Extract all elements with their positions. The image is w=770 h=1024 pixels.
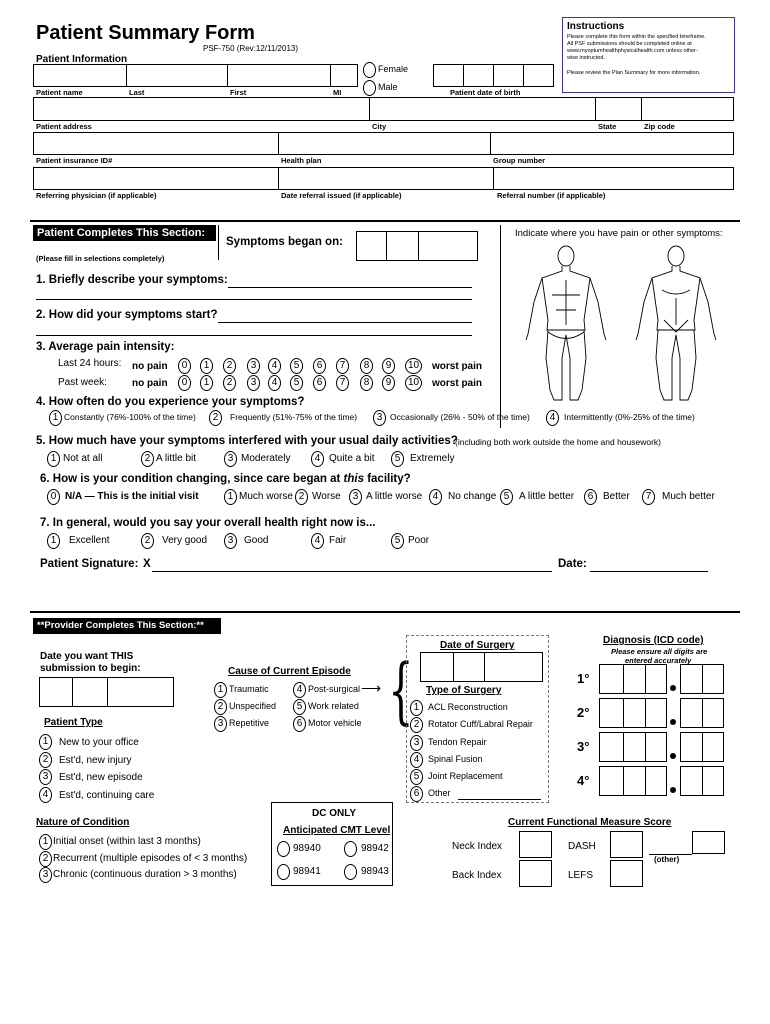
q6-option-6-radio[interactable]: 6 <box>584 489 597 505</box>
patient-type-1-label: New to your office <box>59 737 139 748</box>
diagnosis-title: Diagnosis (ICD code) <box>603 635 704 646</box>
instructions-line4: wise instructed. <box>567 55 605 61</box>
group-number-label: Group number <box>493 156 546 165</box>
last24-pain-7-radio[interactable]: 7 <box>336 358 349 374</box>
pastweek-pain-3-radio[interactable]: 3 <box>247 375 260 391</box>
diagnosis-divider <box>702 732 703 762</box>
neck-index-field[interactable] <box>519 831 552 858</box>
q4-option-4-label: Intermittently (0%-25% of the time) <box>564 412 695 422</box>
submission-label: submission to begin: <box>40 663 141 674</box>
date-referral-label: Date referral issued (if applicable) <box>281 191 402 200</box>
pastweek-worst-pain: worst pain <box>432 378 483 389</box>
q5-option-3-radio[interactable]: 3 <box>224 451 237 467</box>
last24-pain-5-radio[interactable]: 5 <box>290 358 303 374</box>
q6-option-3-label: A little worse <box>366 491 423 502</box>
type-surgery-title: Type of Surgery <box>426 685 502 696</box>
instructions-line3: www.myoptumhealthphysicalhealth.com unless other- <box>567 48 698 54</box>
surgery-other-line[interactable] <box>458 799 541 800</box>
form-title: Patient Summary Form <box>36 22 255 44</box>
q6-option-7-label: Much better <box>662 491 715 502</box>
cmt-title: Anticipated CMT Level <box>283 825 391 836</box>
date-label: Date: <box>558 558 587 570</box>
diagnosis-divider <box>623 698 624 728</box>
cmt-98942-radio[interactable] <box>344 841 357 857</box>
decimal-dot <box>670 753 676 759</box>
surgery-4-label: Spinal Fusion <box>428 754 483 764</box>
last24-pain-0-radio[interactable]: 0 <box>178 358 191 374</box>
surgery-1-radio[interactable]: 1 <box>410 700 423 716</box>
patient-type-3-label: Est'd, new episode <box>59 772 143 783</box>
q5-option-4-label: Quite a bit <box>329 453 375 464</box>
q7-option-2-radio[interactable]: 2 <box>141 533 154 549</box>
q7-option-3-radio[interactable]: 3 <box>224 533 237 549</box>
surgery-6-label: Other <box>428 788 451 798</box>
cmt-98941-radio[interactable] <box>277 864 290 880</box>
nature-2-radio[interactable]: 2 <box>39 851 52 867</box>
address-label: Patient address <box>36 122 92 131</box>
pastweek-pain-10-radio[interactable]: 10 <box>405 375 422 391</box>
diagnosis-divider <box>702 664 703 694</box>
q6-option-4-radio[interactable]: 4 <box>429 489 442 505</box>
pastweek-pain-4-radio[interactable]: 4 <box>268 375 281 391</box>
address-field[interactable] <box>33 97 734 121</box>
q7-option-1-radio[interactable]: 1 <box>47 533 60 549</box>
signature-line[interactable] <box>152 571 552 572</box>
date-line[interactable] <box>590 571 708 572</box>
provider-section-header: **Provider Completes This Section:** <box>33 618 221 634</box>
first-label: First <box>230 88 247 97</box>
surgery-1-label: ACL Reconstruction <box>428 702 508 712</box>
pastweek-no-pain: no pain <box>132 378 168 389</box>
diagnosis-divider <box>623 664 624 694</box>
female-label: Female <box>378 64 409 74</box>
diagnosis-4-label: 4° <box>577 773 590 788</box>
pastweek-pain-2-radio[interactable]: 2 <box>223 375 236 391</box>
instructions-title: Instructions <box>567 21 625 32</box>
lefs-field[interactable] <box>610 860 643 887</box>
q5-note: (including both work outside the home and housework) <box>455 437 662 447</box>
cause-2-label: Unspecified <box>229 701 277 711</box>
nature-1-radio[interactable]: 1 <box>39 834 52 850</box>
cause-5-radio[interactable]: 5 <box>293 699 306 715</box>
symptoms-date-field[interactable] <box>356 231 478 261</box>
q7-option-3-label: Good <box>244 535 269 546</box>
q4-label: 4. How often do you experience your symptoms? <box>36 396 305 408</box>
patient-type-4-label: Est'd, continuing care <box>59 790 155 801</box>
cause-4-radio[interactable]: 4 <box>293 682 306 698</box>
insurance-id-label: Patient insurance ID# <box>36 156 113 165</box>
diagnosis-3-label: 3° <box>577 739 590 754</box>
q6-option-5-label: A little better <box>519 491 575 502</box>
last24-pain-1-radio[interactable]: 1 <box>200 358 213 374</box>
last24-worst-pain: worst pain <box>432 361 483 372</box>
q6-option-4-label: No change <box>448 491 497 502</box>
q6-option-5-radio[interactable]: 5 <box>500 489 513 505</box>
q2-label: 2. How did your symptoms start? <box>36 309 218 321</box>
q4-option-3-label: Occasionally (26% - 50% of the time) <box>390 412 530 422</box>
diagnosis-divider <box>645 698 646 728</box>
last24-no-pain: no pain <box>132 361 168 372</box>
cause-3-radio[interactable]: 3 <box>214 716 227 732</box>
cause-4-label: Post-surgical <box>308 684 361 694</box>
q4-option-2-radio[interactable]: 2 <box>209 410 222 426</box>
q6-option-1-radio[interactable]: 1 <box>224 489 237 505</box>
nature-2-label: Recurrent (multiple episodes of < 3 months) <box>53 853 248 864</box>
functional-title: Current Functional Measure Score <box>508 817 672 828</box>
q5-option-2-radio[interactable]: 2 <box>141 451 154 467</box>
surgery-6-radio[interactable]: 6 <box>410 786 423 802</box>
surgery-2-radio[interactable]: 2 <box>410 717 423 733</box>
patient-type-3-radio[interactable]: 3 <box>39 769 52 785</box>
cause-6-radio[interactable]: 6 <box>293 716 306 732</box>
instructions-box <box>562 17 735 93</box>
q5-option-2-label: A little bit <box>156 453 197 464</box>
q7-option-5-radio[interactable]: 5 <box>391 533 404 549</box>
patient-type-1-radio[interactable]: 1 <box>39 734 52 750</box>
health-plan-label: Health plan <box>281 156 322 165</box>
last24-pain-3-radio[interactable]: 3 <box>247 358 260 374</box>
state-label: State <box>598 122 617 131</box>
cmt-98942-label: 98942 <box>361 843 389 854</box>
mi-label: MI <box>333 88 342 97</box>
city-label: City <box>372 122 387 131</box>
cause-1-label: Traumatic <box>229 684 269 694</box>
patient-name-label: Patient name <box>36 88 83 97</box>
surgery-3-label: Tendon Repair <box>428 737 487 747</box>
diagnosis-note1: Please ensure all digits are <box>611 647 708 656</box>
diagnosis-divider <box>645 766 646 796</box>
pastweek-pain-5-radio[interactable]: 5 <box>290 375 303 391</box>
cmt-98943-label: 98943 <box>361 866 389 877</box>
last24-label: Last 24 hours: <box>58 358 122 369</box>
last24-pain-9-radio[interactable]: 9 <box>382 358 395 374</box>
surgery-5-radio[interactable]: 5 <box>410 769 423 785</box>
cause-5-label: Work related <box>308 701 359 711</box>
q4-option-1-label: Constantly (76%-100% of the time) <box>64 412 196 422</box>
diagnosis-divider <box>623 732 624 762</box>
date-want-label: Date you want THIS <box>40 651 134 662</box>
q3-label: 3. Average pain intensity: <box>36 341 175 353</box>
referral-number-label: Referral number (if applicable) <box>497 191 606 200</box>
q6-option-0-radio[interactable]: 0 <box>47 489 60 505</box>
pastweek-label: Past week: <box>58 377 107 388</box>
diagnosis-4-field-a[interactable] <box>599 766 667 796</box>
cause-6-label: Motor vehicle <box>308 718 362 728</box>
patient-name-field[interactable] <box>33 64 358 87</box>
nature-3-radio[interactable]: 3 <box>39 867 52 883</box>
male-radio[interactable] <box>363 80 376 96</box>
instructions-line5: Please review the Plan Summary for more information. <box>567 70 701 76</box>
last24-pain-10-radio[interactable]: 10 <box>405 358 422 374</box>
q5-option-4-radio[interactable]: 4 <box>311 451 324 467</box>
q5-option-1-label: Not at all <box>63 453 103 464</box>
q5-option-3-label: Moderately <box>241 453 291 464</box>
pastweek-pain-0-radio[interactable]: 0 <box>178 375 191 391</box>
patient-type-2-radio[interactable]: 2 <box>39 752 52 768</box>
q5-option-1-radio[interactable]: 1 <box>47 451 60 467</box>
male-label: Male <box>378 82 398 92</box>
lefs-label: LEFS <box>568 870 594 881</box>
dc-only-label: DC ONLY <box>312 808 357 819</box>
cause-3-label: Repetitive <box>229 718 270 728</box>
patient-section-header: Patient Completes This Section: <box>33 225 216 241</box>
decimal-dot <box>670 787 676 793</box>
last24-pain-8-radio[interactable]: 8 <box>360 358 373 374</box>
diagnosis-2-label: 2° <box>577 705 590 720</box>
surgery-4-radio[interactable]: 4 <box>410 752 423 768</box>
signature-label: Patient Signature: <box>40 558 139 570</box>
diagnosis-divider <box>702 766 703 796</box>
q5-label: 5. How much have your symptoms interfered with your usual daily activities? <box>36 435 458 447</box>
pastweek-pain-1-radio[interactable]: 1 <box>200 375 213 391</box>
q6-option-0-label: N/A — This is the initial visit <box>65 491 199 502</box>
q4-option-3-radio[interactable]: 3 <box>373 410 386 426</box>
form-code: PSF-750 (Rev:12/11/2013) <box>203 44 299 53</box>
last-label: Last <box>129 88 145 97</box>
q4-option-2-label: Frequently (51%-75% of the time) <box>230 412 358 422</box>
q6-option-1-label: Much worse <box>239 491 293 502</box>
dob-label: Patient date of birth <box>450 88 521 97</box>
q4-option-1-radio[interactable]: 1 <box>49 410 62 426</box>
diagnosis-2-field-a[interactable] <box>599 698 667 728</box>
pastweek-pain-7-radio[interactable]: 7 <box>336 375 349 391</box>
q7-option-2-label: Very good <box>162 535 208 546</box>
nature-3-label: Chronic (continuous duration > 3 months) <box>53 869 237 880</box>
cmt-98940-label: 98940 <box>293 843 321 854</box>
diagnosis-divider <box>702 698 703 728</box>
diagnosis-divider <box>645 732 646 762</box>
insurance-field[interactable] <box>33 132 734 155</box>
last24-pain-4-radio[interactable]: 4 <box>268 358 281 374</box>
back-index-field[interactable] <box>519 860 552 887</box>
other-field[interactable] <box>692 831 725 854</box>
q7-label: 7. In general, would you say your overall health right now is... <box>40 517 376 529</box>
last24-pain-6-radio[interactable]: 6 <box>313 358 326 374</box>
q1-label: 1. Briefly describe your symptoms: <box>36 274 228 286</box>
arrow-icon: ⟶ <box>361 680 382 696</box>
pastweek-pain-8-radio[interactable]: 8 <box>360 375 373 391</box>
cause-1-radio[interactable]: 1 <box>214 682 227 698</box>
diagnosis-1-label: 1° <box>577 671 590 686</box>
q6-option-3-radio[interactable]: 3 <box>349 489 362 505</box>
patient-info-heading: Patient Information <box>36 54 128 65</box>
cmt-98941-label: 98941 <box>293 866 321 877</box>
back-index-label: Back Index <box>452 870 502 881</box>
symptoms-began-label: Symptoms began on: <box>226 236 343 248</box>
decimal-dot <box>670 719 676 725</box>
pastweek-pain-6-radio[interactable]: 6 <box>313 375 326 391</box>
zip-label: Zip code <box>644 122 675 131</box>
instructions-line2: All PSF submissions should be completed online at <box>567 41 692 47</box>
body-prompt: Indicate where you have pain or other symptoms: <box>515 228 723 239</box>
q6-option-2-label: Worse <box>312 491 341 502</box>
neck-index-label: Neck Index <box>452 841 503 852</box>
date-surgery-title: Date of Surgery <box>440 640 515 651</box>
female-radio[interactable] <box>363 62 376 78</box>
signature-x: X <box>143 558 151 570</box>
patient-type-title: Patient Type <box>44 717 103 728</box>
q6-label: 6. How is your condition changing, since care began at this facility? <box>40 473 411 485</box>
last24-pain-2-radio[interactable]: 2 <box>223 358 236 374</box>
q6-option-2-radio[interactable]: 2 <box>295 489 308 505</box>
cause-title: Cause of Current Episode <box>228 666 351 677</box>
q7-option-1-label: Excellent <box>69 535 110 546</box>
nature-1-label: Initial onset (within last 3 months) <box>53 836 201 847</box>
body-diagram[interactable] <box>512 240 732 405</box>
patient-type-2-label: Est'd, new injury <box>59 755 132 766</box>
dash-label: DASH <box>568 841 596 852</box>
diagnosis-3-field-a[interactable] <box>599 732 667 762</box>
patient-type-4-radio[interactable]: 4 <box>39 787 52 803</box>
nature-title: Nature of Condition <box>36 817 130 828</box>
instructions-line1: Please complete this form within the specified timeframe. <box>567 34 706 40</box>
diagnosis-1-field-a[interactable] <box>599 664 667 694</box>
decimal-dot <box>670 685 676 691</box>
q5-option-5-label: Extremely <box>410 453 455 464</box>
diagnosis-divider <box>645 664 646 694</box>
cmt-98943-radio[interactable] <box>344 864 357 880</box>
cause-2-radio[interactable]: 2 <box>214 699 227 715</box>
other-label: (other) <box>654 855 680 864</box>
q4-option-4-radio[interactable]: 4 <box>546 410 559 426</box>
surgery-date-field[interactable] <box>420 652 543 682</box>
pastweek-pain-9-radio[interactable]: 9 <box>382 375 395 391</box>
fill-note: (Please fill in selections completely) <box>36 254 165 263</box>
q6-option-7-radio[interactable]: 7 <box>642 489 655 505</box>
diagnosis-note2: entered accurately <box>625 656 692 665</box>
surgery-3-radio[interactable]: 3 <box>410 735 423 751</box>
referring-label: Referring physician (if applicable) <box>36 191 157 200</box>
referral-field[interactable] <box>33 167 734 190</box>
q5-option-5-radio[interactable]: 5 <box>391 451 404 467</box>
q7-option-4-label: Fair <box>329 535 347 546</box>
q6-option-6-label: Better <box>603 491 630 502</box>
brace-icon: { <box>388 648 414 732</box>
surgery-2-label: Rotator Cuff/Labral Repair <box>428 719 533 729</box>
q7-option-5-label: Poor <box>408 535 430 546</box>
cmt-98940-radio[interactable] <box>277 841 290 857</box>
diagnosis-divider <box>623 766 624 796</box>
dash-field[interactable] <box>610 831 643 858</box>
surgery-5-label: Joint Replacement <box>428 771 503 781</box>
q7-option-4-radio[interactable]: 4 <box>311 533 324 549</box>
